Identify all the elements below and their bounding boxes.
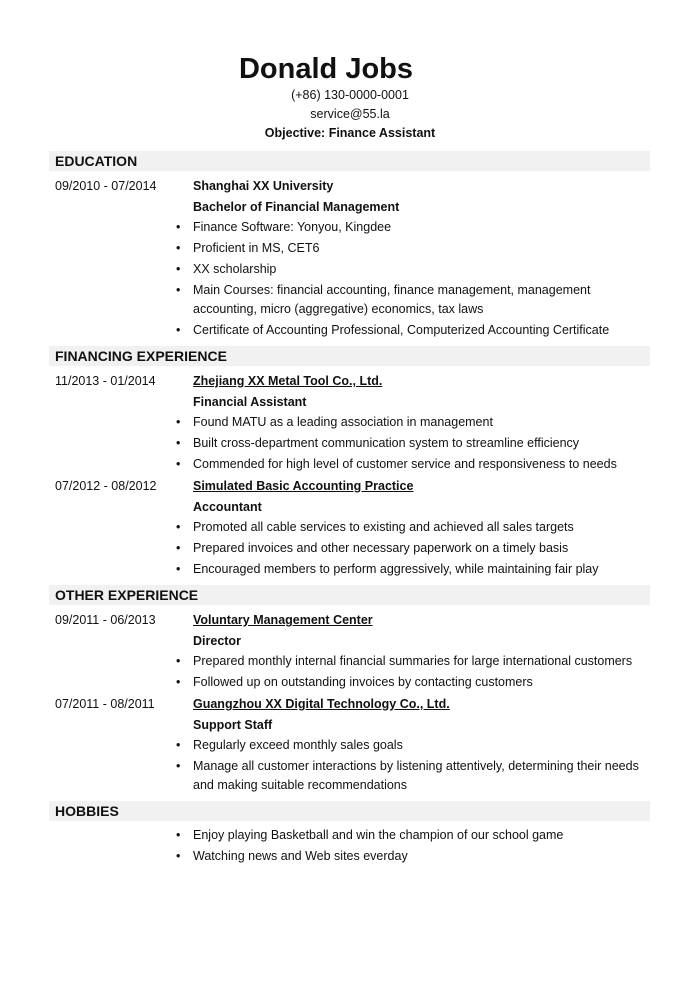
list-item: • Commended for high level of customer service and responsiveness to needs bbox=[193, 455, 643, 474]
email-address: service@55.la bbox=[310, 107, 390, 121]
list-item: • Prepared invoices and other necessary paperwork on a timely basis bbox=[193, 539, 643, 558]
list-item: • Certificate of Accounting Professional, Computerized Accounting Certificate bbox=[193, 321, 643, 340]
list-item: • Proficient in MS, CET6 bbox=[193, 239, 643, 258]
bullet-list bbox=[193, 826, 643, 866]
education-entry bbox=[0, 176, 700, 340]
entry-date: 11/2013 - 01/2014 bbox=[55, 374, 156, 388]
hobbies-entry bbox=[0, 826, 700, 866]
phone-number: (+86) 130-0000-0001 bbox=[291, 88, 409, 102]
contact-block bbox=[0, 86, 700, 143]
list-item: • Found MATU as a leading association in management bbox=[193, 413, 643, 432]
resume-header bbox=[0, 0, 700, 143]
section-title-education: EDUCATION bbox=[49, 151, 650, 171]
company-name: Simulated Basic Accounting Practice bbox=[193, 479, 414, 493]
objective: Objective: Finance Assistant bbox=[264, 126, 436, 140]
job-title: Financial Assistant bbox=[193, 395, 307, 409]
list-item: • Finance Software: Yonyou, Kingdee bbox=[193, 218, 643, 237]
company-name: Guangzhou XX Digital Technology Co., Ltd. bbox=[193, 697, 450, 711]
entry-date: 07/2012 - 08/2012 bbox=[55, 479, 157, 493]
list-item: • Prepared monthly internal financial summaries for large international customers bbox=[193, 652, 643, 671]
candidate-name: Donald Jobs bbox=[238, 53, 413, 85]
list-item: • Regularly exceed monthly sales goals bbox=[193, 736, 643, 755]
experience-entry bbox=[0, 371, 700, 474]
hobbies-section bbox=[0, 801, 700, 866]
experience-entry bbox=[0, 610, 700, 692]
entry-content bbox=[193, 176, 643, 340]
list-item: • Encouraged members to perform aggressively, while maintaining fair play bbox=[193, 560, 643, 579]
list-item: • Built cross-department communication system to streamline efficiency bbox=[193, 434, 643, 453]
list-item: • Enjoy playing Basketball and win the champion of our school game bbox=[193, 826, 643, 845]
entry-content bbox=[193, 610, 643, 692]
entry-date: 07/2011 - 08/2011 bbox=[55, 697, 155, 711]
entry-date: 09/2010 - 07/2014 bbox=[55, 179, 157, 193]
bullet-list bbox=[193, 413, 643, 474]
education-section bbox=[0, 151, 700, 340]
degree: Bachelor of Financial Management bbox=[193, 200, 400, 214]
section-title-other: OTHER EXPERIENCE bbox=[49, 585, 650, 605]
bullet-list bbox=[193, 736, 643, 795]
school-name: Shanghai XX University bbox=[193, 179, 334, 193]
entry-content bbox=[193, 476, 643, 579]
financing-section bbox=[0, 346, 700, 579]
bullet-list bbox=[193, 518, 643, 579]
experience-entry bbox=[0, 476, 700, 579]
list-item: • Manage all customer interactions by listening attentively, determining their needs and making suitable recommendations bbox=[193, 757, 643, 795]
list-item: • XX scholarship bbox=[193, 260, 643, 279]
other-experience-section bbox=[0, 585, 700, 795]
job-title: Director bbox=[193, 634, 241, 648]
job-title: Accountant bbox=[193, 500, 262, 514]
entry-date: 09/2011 - 06/2013 bbox=[55, 613, 156, 627]
list-item: • Promoted all cable services to existing and achieved all sales targets bbox=[193, 518, 643, 537]
company-name: Voluntary Management Center bbox=[193, 613, 373, 627]
entry-content bbox=[193, 826, 643, 866]
list-item: • Followed up on outstanding invoices by contacting customers bbox=[193, 673, 643, 692]
job-title: Support Staff bbox=[193, 718, 273, 732]
entry-content bbox=[193, 694, 643, 795]
bullet-list bbox=[193, 652, 643, 692]
section-title-hobbies: HOBBIES bbox=[49, 801, 650, 821]
entry-content bbox=[193, 371, 643, 474]
section-title-financing: FINANCING EXPERIENCE bbox=[49, 346, 650, 366]
bullet-list bbox=[193, 218, 643, 340]
list-item: • Main Courses: financial accounting, finance management, management accounting, micro (aggregative) economics, tax laws bbox=[193, 281, 643, 319]
list-item: • Watching news and Web sites everday bbox=[193, 847, 643, 866]
experience-entry bbox=[0, 694, 700, 795]
company-name: Zhejiang XX Metal Tool Co., Ltd. bbox=[193, 374, 383, 388]
